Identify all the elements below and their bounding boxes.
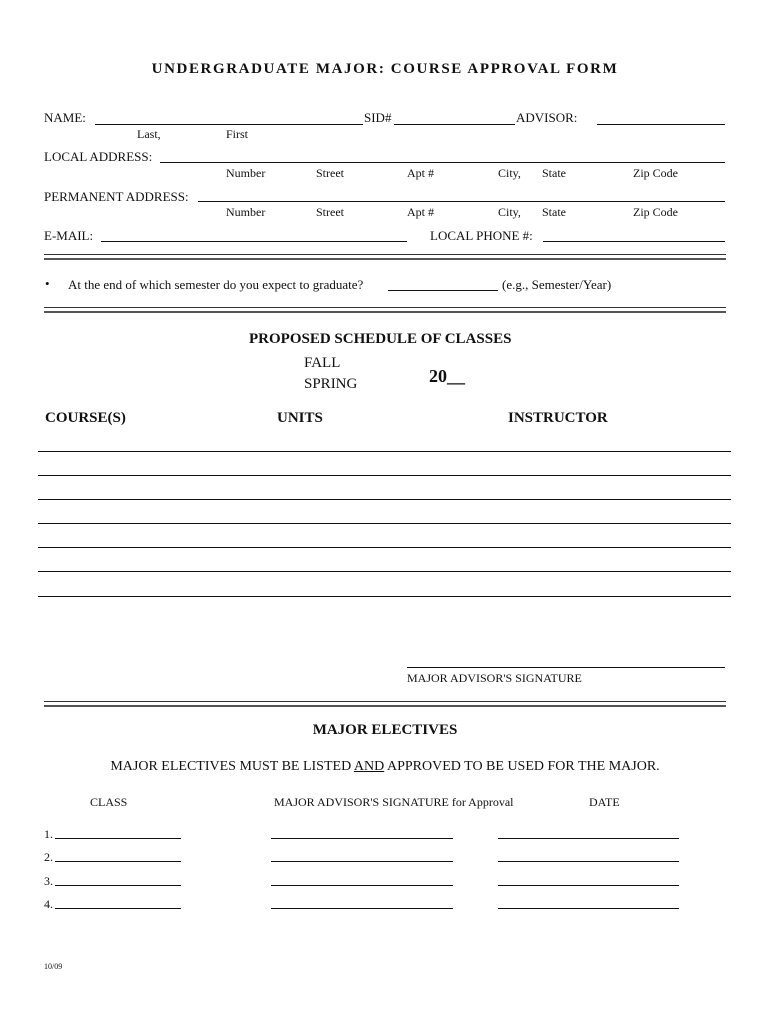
local-address-caption-state: State [542,166,566,180]
name-label: NAME: [44,110,86,125]
elective-row-number: 1. [44,827,53,841]
electives-notice-and: AND [353,759,385,774]
elective-class-field[interactable] [55,908,181,909]
revision-date: 10/09 [44,962,63,971]
email-field[interactable] [101,241,407,242]
schedule-row-line[interactable] [38,523,731,524]
local-address-caption-zip: Zip Code [633,166,678,180]
form-title: UNDERGRADUATE MAJOR: COURSE APPROVAL FORM [151,61,619,77]
section-divider [44,701,726,707]
class-column-header: CLASS [90,795,128,809]
section-divider [44,307,726,313]
sid-label: SID# [364,110,392,125]
elective-date-field[interactable] [498,838,679,839]
courses-column-header: COURSE(S) [45,410,126,426]
name-field[interactable] [95,124,363,125]
last-name-caption: Last, [137,127,161,141]
local-address-caption-apt: Apt # [407,166,434,180]
schedule-heading: PROPOSED SCHEDULE OF CLASSES [249,331,512,347]
advisor-label: ADVISOR: [516,110,578,125]
graduation-question: At the end of which semester do you expect to graduate? [68,277,364,292]
electives-notice-before: MAJOR ELECTIVES MUST BE LISTED [110,759,354,774]
signature-column-header: MAJOR ADVISOR'S SIGNATURE for Approval [274,795,514,809]
permanent-address-caption-city: City, [498,205,521,219]
elective-class-field[interactable] [55,885,181,886]
elective-date-field[interactable] [498,908,679,909]
date-column-header: DATE [589,795,620,809]
permanent-address-field[interactable] [198,201,725,202]
advisor-field[interactable] [597,124,725,125]
local-address-label: LOCAL ADDRESS: [44,149,153,164]
electives-notice [0,759,770,775]
permanent-address-caption-state: State [542,205,566,219]
local-phone-label: LOCAL PHONE #: [430,228,533,243]
elective-class-field[interactable] [55,838,181,839]
local-address-field[interactable] [160,162,725,163]
permanent-address-label: PERMANENT ADDRESS: [44,189,189,204]
permanent-address-caption-zip: Zip Code [633,205,678,219]
local-phone-field[interactable] [543,241,725,242]
advisor-signature-caption: MAJOR ADVISOR'S SIGNATURE [407,671,582,685]
permanent-address-caption-apt: Apt # [407,205,434,219]
section-divider [44,254,726,260]
elective-row-number: 3. [44,874,53,888]
first-name-caption: First [226,127,249,141]
elective-date-field[interactable] [498,861,679,862]
sid-field[interactable] [394,124,515,125]
local-address-caption-street: Street [316,166,344,180]
schedule-row-line[interactable] [38,451,731,452]
schedule-row-line[interactable] [38,547,731,548]
email-label: E-MAIL: [44,228,94,243]
schedule-row-line[interactable] [38,475,731,476]
spring-option[interactable]: SPRING [304,376,358,392]
elective-signature-field[interactable] [271,861,453,862]
year-field[interactable]: 20__ [429,366,465,386]
elective-signature-field[interactable] [271,908,453,909]
schedule-row-line[interactable] [38,596,731,597]
elective-row-number: 2. [44,850,53,864]
graduation-hint: (e.g., Semester/Year) [502,277,612,292]
permanent-address-caption-street: Street [316,205,344,219]
units-column-header: UNITS [277,410,323,426]
electives-heading: MAJOR ELECTIVES [312,722,458,738]
elective-row-number: 4. [44,897,53,911]
permanent-address-caption-number: Number [226,205,266,219]
bullet: • [45,276,50,291]
electives-notice-after: APPROVED TO BE USED FOR THE MAJOR. [384,759,660,774]
elective-signature-field[interactable] [271,838,453,839]
schedule-row-line[interactable] [38,571,731,572]
elective-signature-field[interactable] [271,885,453,886]
schedule-row-line[interactable] [38,499,731,500]
local-address-caption-number: Number [226,166,266,180]
local-address-caption-city: City, [498,166,521,180]
instructor-column-header: INSTRUCTOR [508,410,608,426]
elective-class-field[interactable] [55,861,181,862]
elective-date-field[interactable] [498,885,679,886]
graduation-semester-field[interactable] [388,290,498,291]
fall-option[interactable]: FALL [304,355,341,371]
advisor-signature-field[interactable] [407,667,725,668]
